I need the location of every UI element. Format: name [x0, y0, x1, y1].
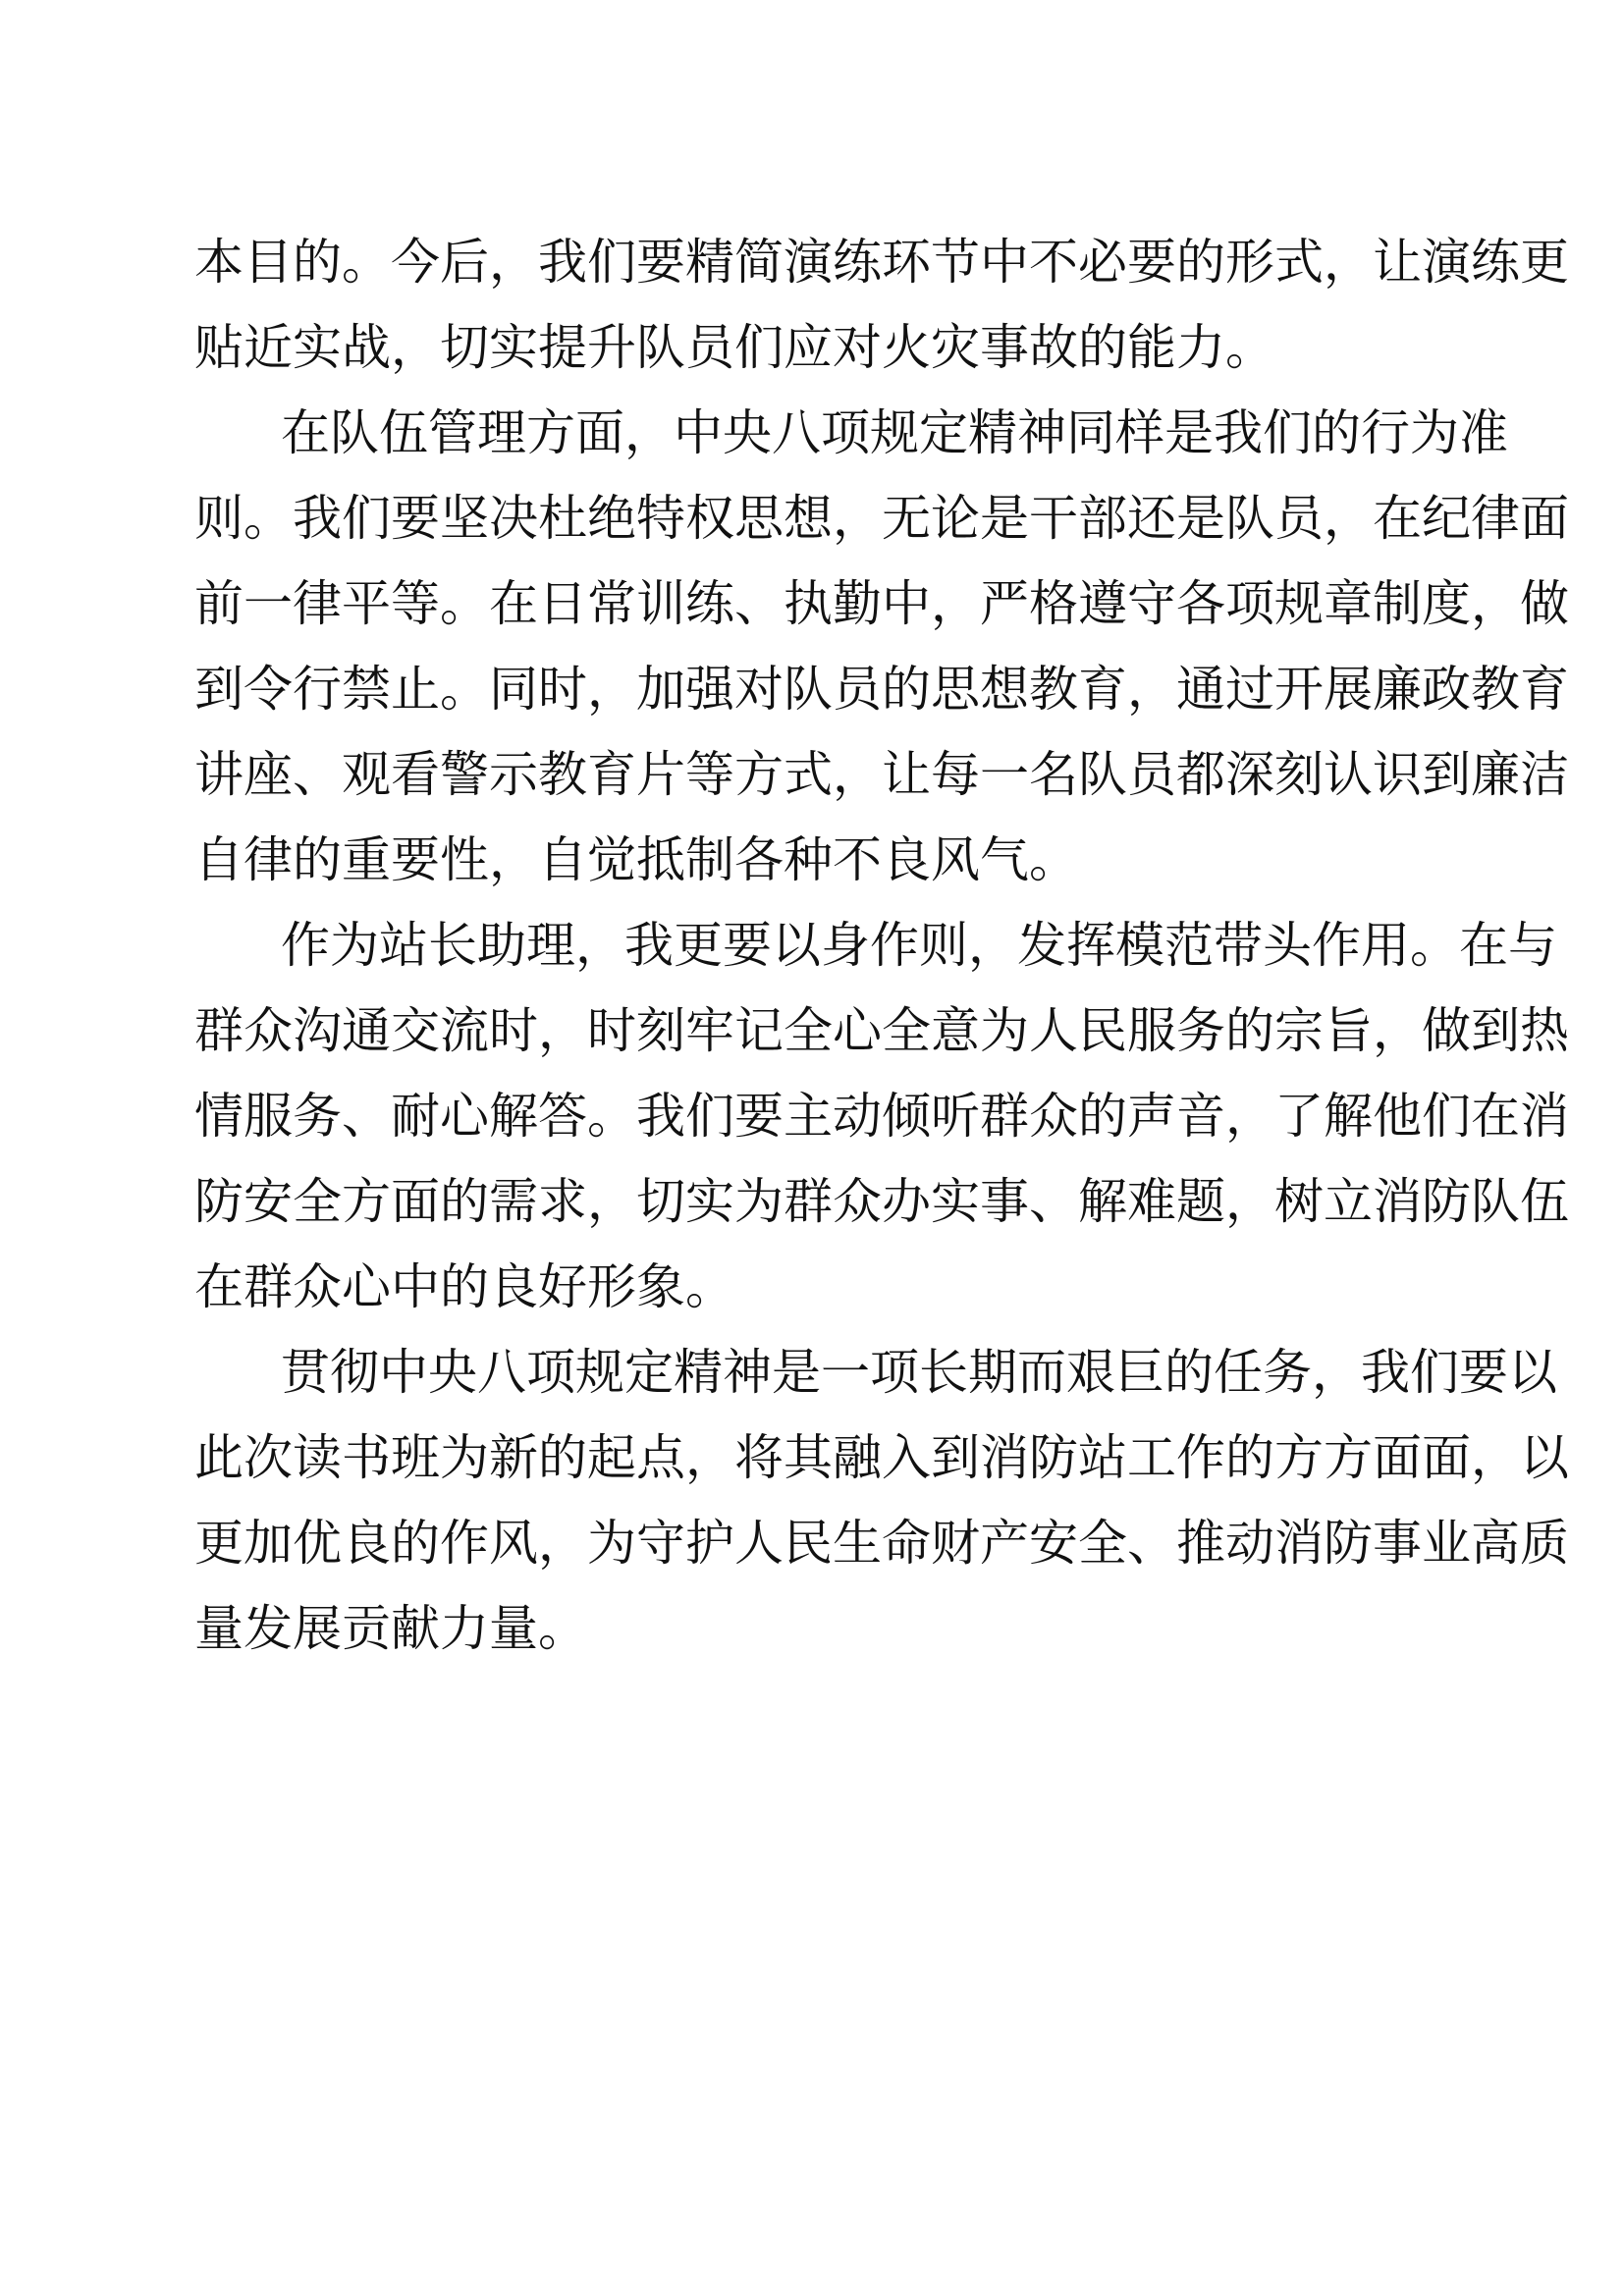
text-line: 此次读书班为新的起点，将其融入到消防站工作的方方面面，以	[194, 1429, 1569, 1486]
text-line: 贯彻中央八项规定精神是一项长期而艰巨的任务，我们要以	[281, 1344, 1557, 1401]
text-line: 防安全方面的需求，切实为群众办实事、解难题，树立消防队伍	[194, 1173, 1569, 1230]
text-line: 作为站长助理，我更要以身作则，发挥模范带头作用。在与	[281, 917, 1557, 974]
text-line: 前一律平等。在日常训练、执勤中，严格遵守各项规章制度，做	[194, 575, 1569, 632]
paragraph-team-management	[194, 391, 1569, 903]
text-line: 在群众心中的良好形象。	[194, 1258, 734, 1315]
text-line: 到令行禁止。同时，加强对队员的思想教育，通过开展廉政教育	[194, 661, 1569, 718]
text-line: 则。我们要坚决杜绝特权思想，无论是干部还是队员，在纪律面	[194, 490, 1569, 547]
text-line: 本目的。今后，我们要精简演练环节中不必要的形式，让演练更	[194, 234, 1569, 291]
text-line: 讲座、观看警示教育片等方式，让每一名队员都深刻认识到廉洁	[194, 746, 1569, 803]
paragraph-station-assistant	[194, 903, 1569, 1330]
paragraph-conclusion	[194, 1330, 1569, 1672]
document-body	[194, 220, 1569, 1672]
paragraph-continuation	[194, 220, 1569, 391]
text-line: 自律的重要性，自觉抵制各种不良风气。	[194, 831, 1078, 888]
text-line: 群众沟通交流时，时刻牢记全心全意为人民服务的宗旨，做到热	[194, 1002, 1569, 1059]
text-line: 在队伍管理方面，中央八项规定精神同样是我们的行为准	[281, 404, 1508, 461]
text-line: 更加优良的作风，为守护人民生命财产安全、推动消防事业高质	[194, 1515, 1569, 1572]
text-line: 情服务、耐心解答。我们要主动倾听群众的声音，了解他们在消	[194, 1088, 1569, 1145]
text-line: 量发展贡献力量。	[194, 1600, 587, 1657]
text-line: 贴近实战，切实提升队员们应对火灾事故的能力。	[194, 319, 1274, 376]
